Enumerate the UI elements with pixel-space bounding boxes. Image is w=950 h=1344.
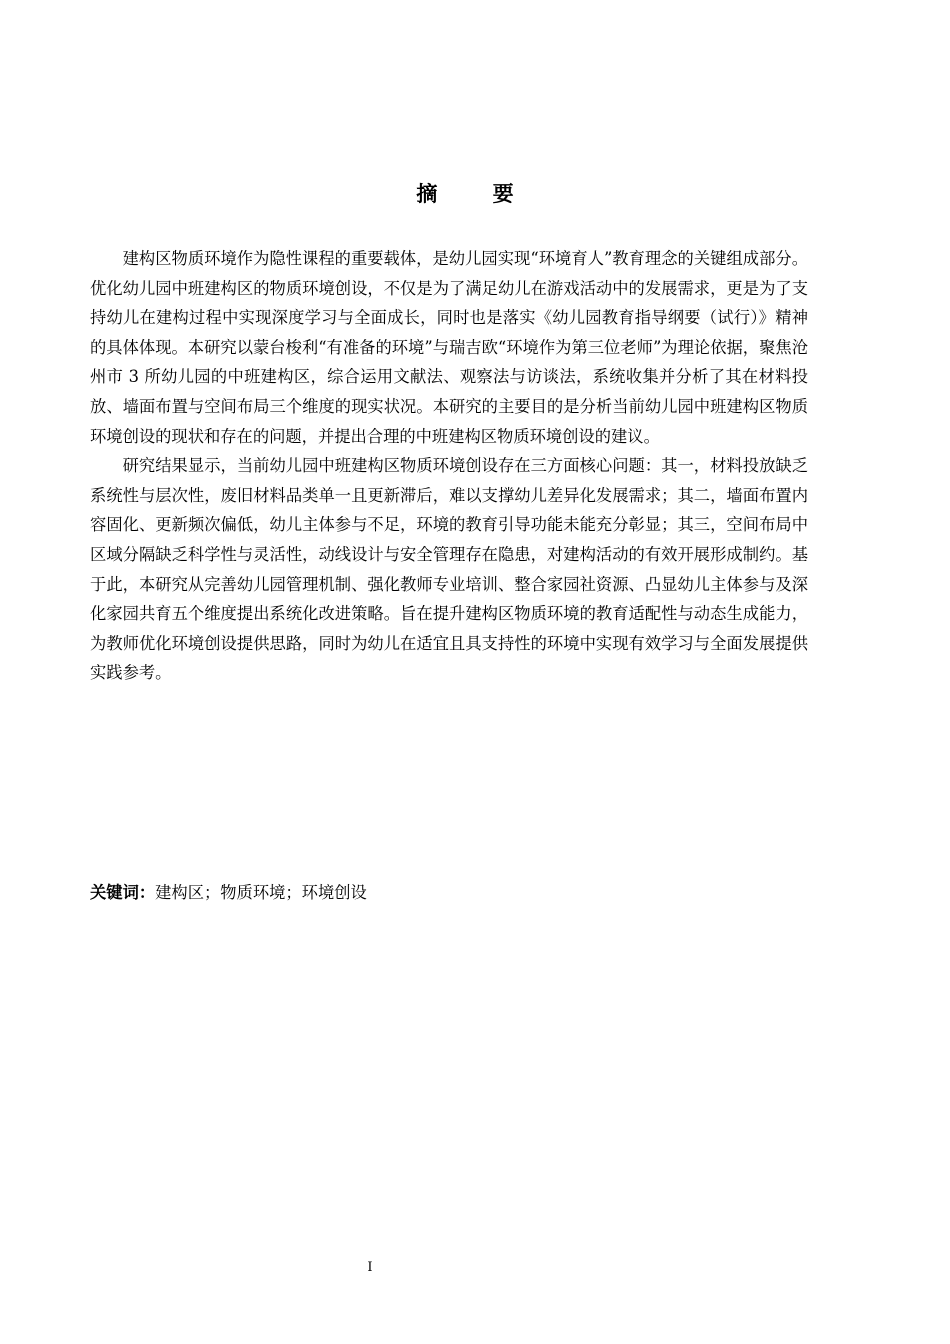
abstract-title: 摘 要: [416, 181, 538, 206]
abstract-paragraph-2: 研究结果显示，当前幼儿园中班建构区物质环境创设存在三方面核心问题：其一，材料投放缺乏系统性与层次性，废旧材料品类单一且更新滞后，难以支撑幼儿差异化发展需求；其二，墙面布置内容固化、更新频次偏低，幼儿主体参与不足，环境的教育引导功能未能充分彰显；其三，空间布局中区域分隔缺乏科学性与灵活性，动线设计与安全管理存在隐患，对建构活动的有效开展形成制约。基于此，本研究从完善幼儿园管理机制、强化教师专业培训、整合家园社资源、凸显幼儿主体参与及深化家园共育五个维度提出系统化改进策略。旨在提升建构区物质环境的教育适配性与动态生成能力，为教师优化环境创设提供思路，同时为幼儿在适宜且具支持性的环境中实现有效学习与全面发展提供实践参考。: [90, 456, 808, 683]
abstract-body: [90, 244, 808, 688]
page-number: I: [367, 1260, 373, 1275]
keywords-label: 关键词：: [90, 883, 156, 902]
keywords-value: 建构区；物质环境；环境创设: [155, 883, 367, 902]
keywords-line: [90, 878, 808, 908]
abstract-paragraph-1: 建构区物质环境作为隐性课程的重要载体，是幼儿园实现“环境育人”教育理念的关键组成部分。优化幼儿园中班建构区的物质环境创设，不仅是为了满足幼儿在游戏活动中的发展需求，更是为了支持幼儿在建构过程中实现深度学习与全面成长，同时也是落实《幼儿园教育指导纲要（试行）》精神的具体体现。本研究以蒙台梭利“有准备的环境”与瑞吉欧“环境作为第三位老师”为理论依据，聚焦沧州市 3 所幼儿园的中班建构区，综合运用文献法、观察法与访谈法，系统收集并分析了其在材料投放、墙面布置与空间布局三个维度的现实状况。本研究的主要目的是分析当前幼儿园中班建构区物质环境创设的现状和存在的问题，并提出合理的中班建构区物质环境创设的建议。: [90, 249, 808, 446]
